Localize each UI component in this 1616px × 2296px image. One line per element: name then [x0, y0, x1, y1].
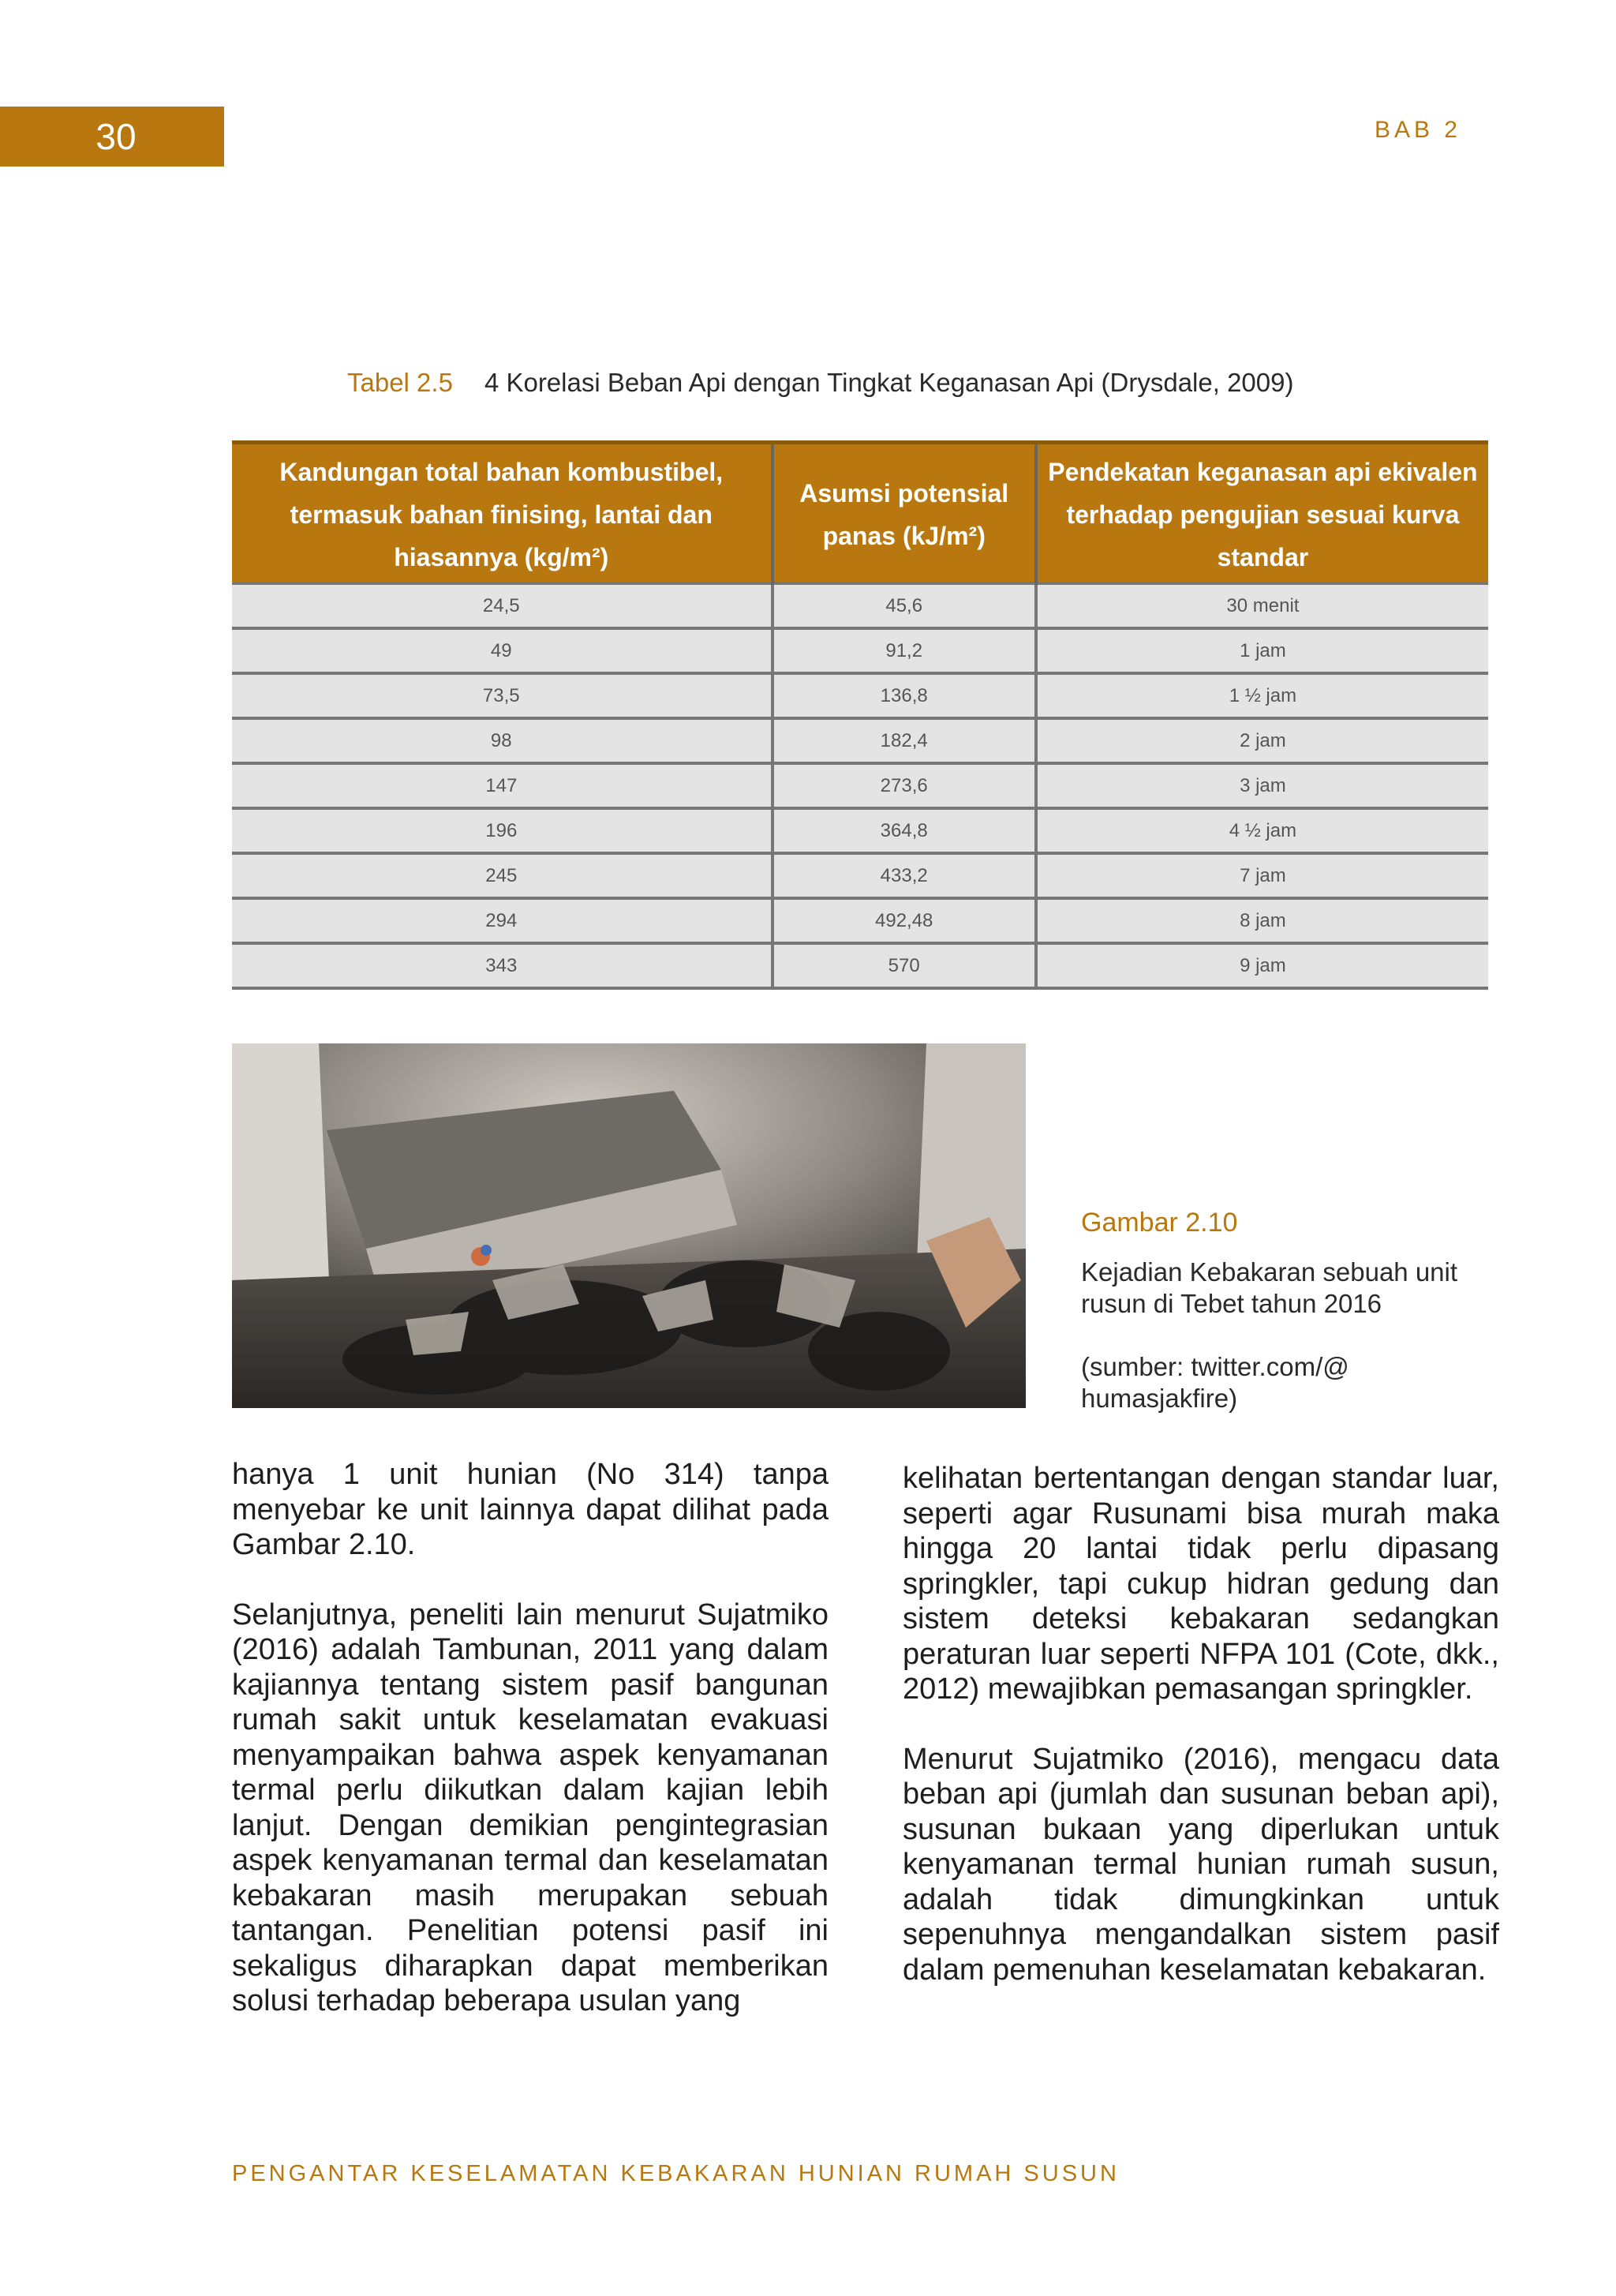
body-column-right	[903, 1461, 1499, 2022]
table-cell: 1 ½ jam	[1036, 673, 1488, 718]
burned-room-image	[232, 1043, 1026, 1408]
paragraph: kelihatan bertentangan dengan standar luar, seperti agar Rusunami bisa murah maka hingga 20 lantai tidak perlu dipasang springkler, tapi cukup hidran gedung dan sistem deteksi kebakaran sedangkan peraturan luar seperti NFPA 101 (Cote, dkk., 2012) mewajibkan pemasangan springkler.	[903, 1462, 1499, 1706]
body-column-left	[232, 1457, 829, 2054]
paragraph: Selanjutnya, peneliti lain menurut Sujatmiko (2016) adalah Tambunan, 2011 yang dalam kajiannya tentang sistem pasif bangunan rumah sakit untuk keselamatan evakuasi menyampaikan bahwa aspek kenyamanan termal perlu diikutkan dalam kajian lebih lanjut. Dengan demikian pengintegrasian aspek kenyamanan termal dan keselamatan kebakaran masih merupakan sebuah tantangan. Penelitian potensi pasif ini sekaligus diharapkan dapat memberikan solusi terhadap beberapa usulan yang	[232, 1597, 829, 2017]
table-cell: 3 jam	[1036, 763, 1488, 808]
table-row	[232, 628, 1488, 673]
table-cell: 433,2	[772, 853, 1036, 898]
fire-damage-photo	[232, 1043, 1026, 1408]
table-cell: 294	[232, 898, 772, 943]
table-header-cell: Asumsi potensial panas (kJ/m²)	[772, 443, 1036, 584]
table-cell: 91,2	[772, 628, 1036, 673]
table-cell: 24,5	[232, 583, 772, 628]
table-cell: 30 menit	[1036, 583, 1488, 628]
paragraph: Menurut Sujatmiko (2016), mengacu data beban api (jumlah dan susunan beban api), susunan bukaan yang diperlukan untuk kenyamanan termal hunian rumah susun, adalah tidak dimungkinkan untuk sepenuhnya mengandalkan sistem pasif dalam pemenuhan keselamatan kebakaran.	[903, 1742, 1499, 1987]
book-title-footer: PENGANTAR KESELAMATAN KEBAKARAN HUNIAN RUMAH SUSUN	[232, 2161, 1120, 2186]
figure-description: Kejadian Kebakaran sebuah unit rusun di Tebet tahun 2016	[1081, 1257, 1458, 1318]
figure-source: (sumber: twitter.com/@ humasjakfire)	[1081, 1352, 1349, 1413]
table-cell: 364,8	[772, 808, 1036, 853]
table-cell: 492,48	[772, 898, 1036, 943]
fire-load-table	[232, 440, 1488, 990]
table-row	[232, 718, 1488, 763]
table-cell: 73,5	[232, 673, 772, 718]
table-cell: 1 jam	[1036, 628, 1488, 673]
table-row	[232, 673, 1488, 718]
page-number: 30	[95, 116, 137, 157]
table-cell: 8 jam	[1036, 898, 1488, 943]
table-row	[232, 583, 1488, 628]
table-cell: 182,4	[772, 718, 1036, 763]
table-cell: 570	[772, 943, 1036, 988]
table-header-row	[232, 443, 1488, 584]
table-cell: 7 jam	[1036, 853, 1488, 898]
table-row	[232, 943, 1488, 988]
paragraph: hanya 1 unit hunian (No 314) tanpa menyebar ke unit lainnya dapat dilihat pada Gambar 2.10.	[232, 1458, 829, 1561]
table-cell: 9 jam	[1036, 943, 1488, 988]
chapter-label: BAB 2	[1374, 117, 1461, 143]
table-cell: 136,8	[772, 673, 1036, 718]
table-cell: 4 ½ jam	[1036, 808, 1488, 853]
table-cell: 147	[232, 763, 772, 808]
table-row	[232, 763, 1488, 808]
table-cell: 273,6	[772, 763, 1036, 808]
table-caption-title: 4 Korelasi Beban Api dengan Tingkat Keganasan Api (Drysdale, 2009)	[484, 368, 1294, 397]
table-cell: 245	[232, 853, 772, 898]
figure-label: Gambar 2.10	[1081, 1208, 1238, 1238]
table-cell: 2 jam	[1036, 718, 1488, 763]
table-cell: 45,6	[772, 583, 1036, 628]
table-header-cell: Pendekatan keganasan api ekivalen terhadap pengujian sesuai kurva standar	[1036, 443, 1488, 584]
table-header-cell: Kandungan total bahan kombustibel, termasuk bahan finising, lantai dan hiasannya (kg/m²)	[232, 443, 772, 584]
table-cell: 343	[232, 943, 772, 988]
table-cell: 98	[232, 718, 772, 763]
table-caption	[347, 368, 1293, 398]
table-row	[232, 808, 1488, 853]
table-cell: 196	[232, 808, 772, 853]
table-caption-label: Tabel 2.5	[347, 368, 453, 397]
table-row	[232, 898, 1488, 943]
page-number-box	[0, 107, 224, 167]
table-cell: 49	[232, 628, 772, 673]
table-row	[232, 853, 1488, 898]
